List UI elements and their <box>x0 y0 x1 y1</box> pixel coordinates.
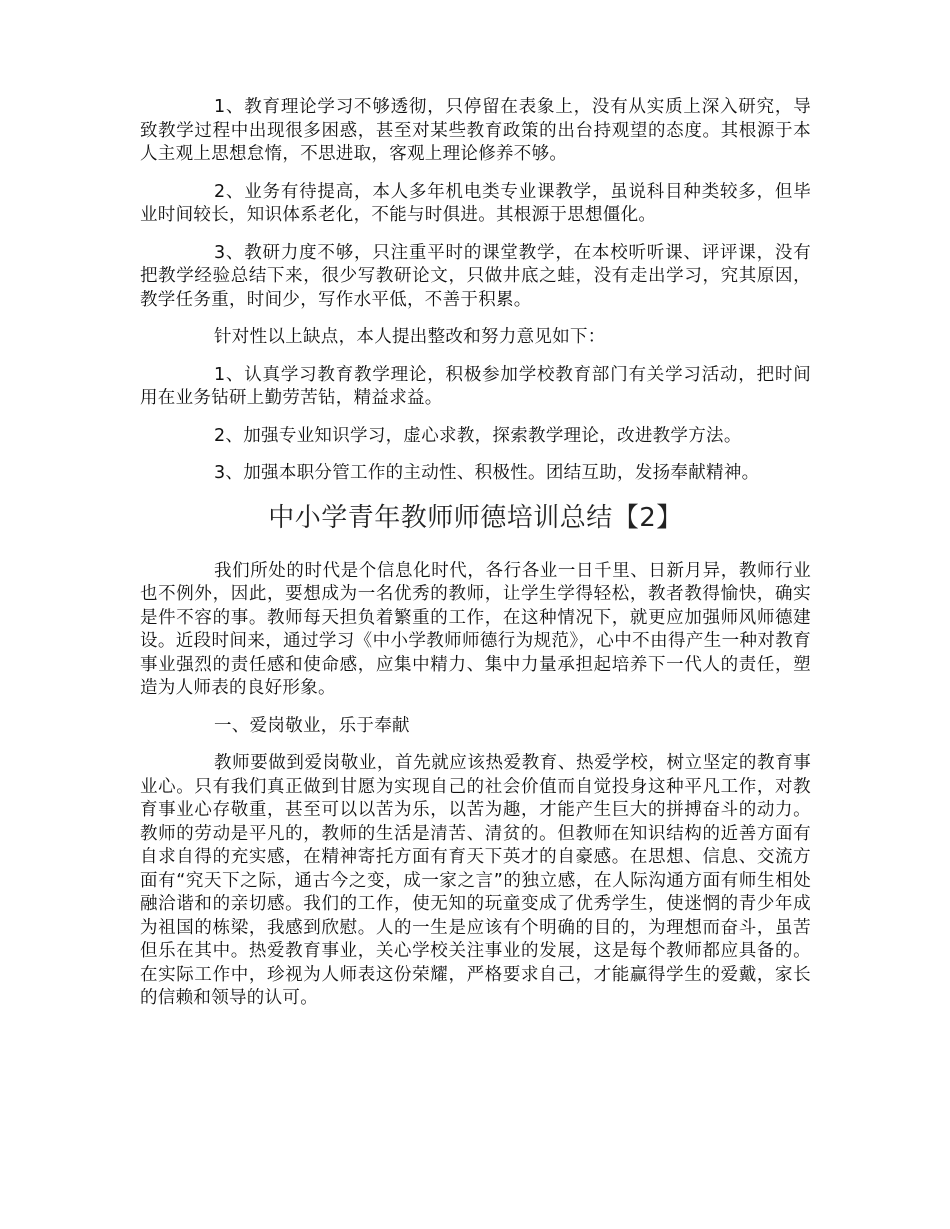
paragraph-love-work: 教师要做到爱岗敬业，首先就应该热爱教育、热爱学校，树立坚定的教育事业心。只有我们真正做到甘愿为实现自己的社会价值而自觉投身这种平凡工作，对教育事业心存敬重，甚至可以以苦为乐，以苦为趣，才能产生巨大的拼搏奋斗的动力。教师的劳动是平凡的，教师的生活是清苦、清贫的。但教师在知识结构的近善方面有自求自得的充实感，在精神寄托方面有育天下英才的自豪感。在思想、信息、交流方面有“究天下之际，通古今之变，成一家之言”的独立感，在人际沟通方面有师生相处融洽谐和的亲切感。我们的工作，使无知的玩童变成了优秀学生，使迷惘的青少年成为祖国的栋梁，我感到欣慰。人的一生是应该有个明确的目的，为理想而奋斗，虽苦但乐在其中。热爱教育事业，关心学校关注事业的发展，这是每个教师都应具备的。在实际工作中，珍视为人师表这份荣耀，严格要求自己，才能赢得学生的爱戴，家长的信赖和领导的认可。 <box>140 753 811 1008</box>
paragraph-remedy-1: 1、认真学习教育教学理论，积极参加学校教育部门有关学习活动，把时间用在业务钻研上勤劳苦钻，精益求益。 <box>140 364 811 408</box>
paragraph-remedy-intro: 针对性以上缺点，本人提出整改和努力意见如下： <box>214 327 606 347</box>
paragraph-issue-3: 3、教研力度不够，只注重平时的课堂教学，在本校听听课、评评课，没有把教学经验总结下来，很少写教研论文，只做井底之蛙，没有走出学习，究其原因，教学任务重，时间少，写作水平低，不善于积累。 <box>140 242 811 310</box>
section-title: 中小学青年教师师德培训总结【2】 <box>268 502 683 533</box>
paragraph-issue-1: 1、教育理论学习不够透彻，只停留在表象上，没有从实质上深入研究，导致教学过程中出现很多困惑，甚至对某些教育政策的出台持观望的态度。其根源于本人主观上思想怠惰，不思进取，客观上理论修养不够。 <box>140 97 811 164</box>
paragraph-issue-2: 2、业务有待提高，本人多年机电类专业课教学，虽说科目种类较多，但毕业时间较长，知识体系老化，不能与时俱进。其根源于思想僵化。 <box>140 181 811 225</box>
paragraph-remedy-2: 2、加强专业知识学习，虚心求教，探索教学理论，改进教学方法。 <box>214 425 742 446</box>
subheading-love-work: 一、爱岗敬业，乐于奉献 <box>214 715 410 736</box>
document-body <box>140 96 811 1025</box>
paragraph-remedy-3: 3、加强本职分管工作的主动性、积极性。团结互助，发扬奉献精神。 <box>214 463 760 483</box>
paragraph-intro: 我们所处的时代是个信息化时代，各行各业一日千里、日新月异，教师行业也不例外，因此，要想成为一名优秀的教师，让学生学得轻松，教者教得愉快，确实是件不容的事。教师每天担负着繁重的工作，在这种情况下，就更应加强师风师德建设。近段时间来，通过学习《中小学教师师德行为规范》，心中不由得产生一种对教育事业强烈的责任感和使命感，应集中精力、集中力量承担起培养下一代人的责任，塑造为人师表的良好形象。 <box>140 560 811 698</box>
